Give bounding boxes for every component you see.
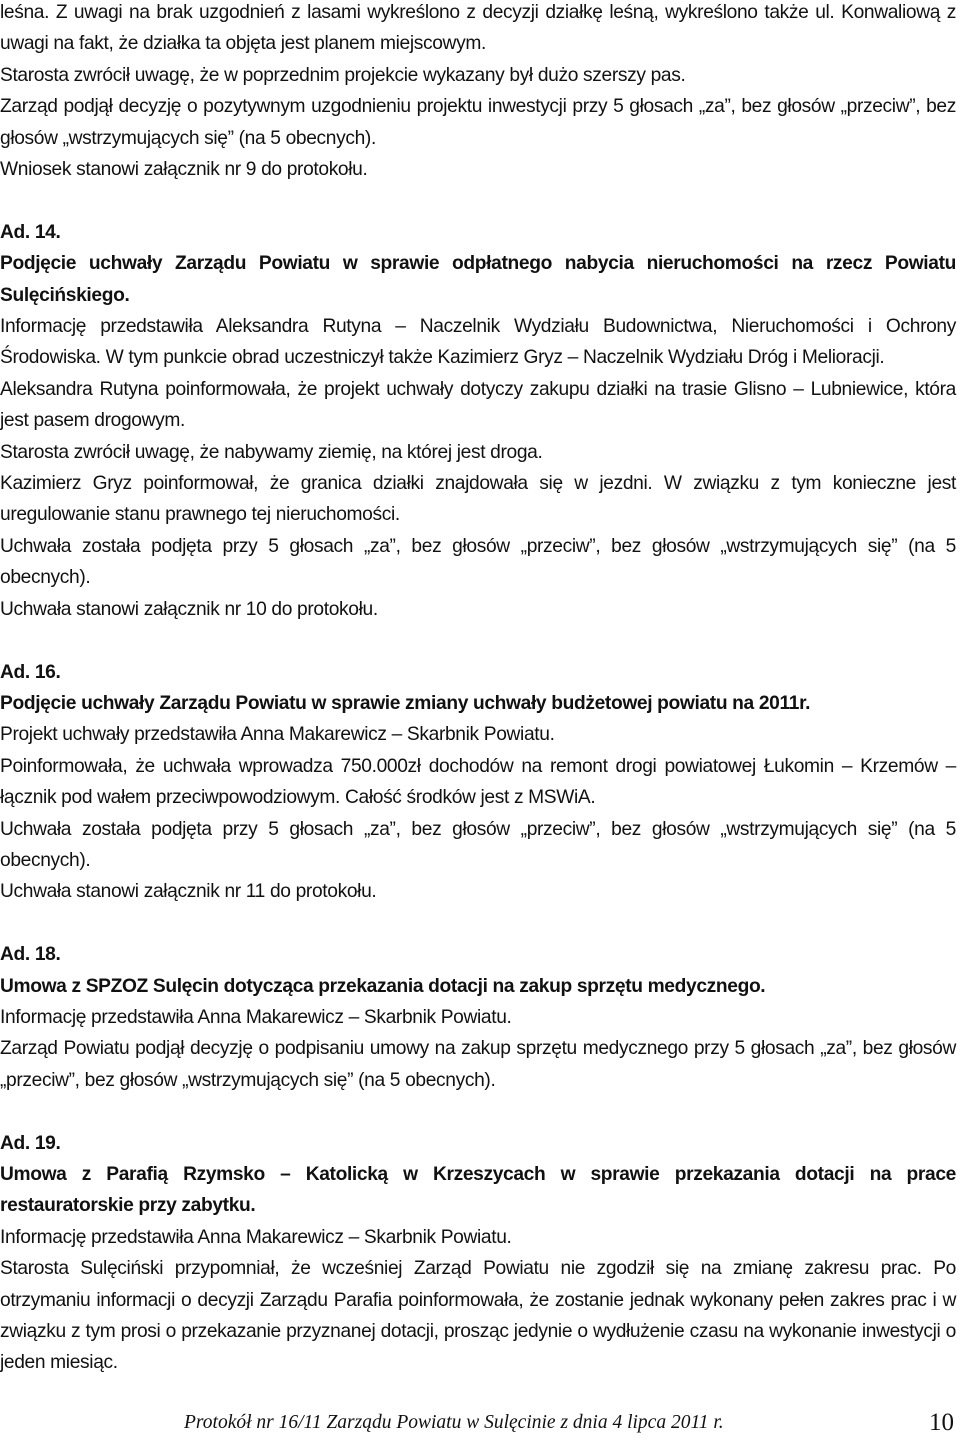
agenda-item-title: Podjęcie uchwały Zarządu Powiatu w sprawie odpłatnego nabycia nieruchomości na rzecz Powiatu Sulęcińskiego. — [0, 253, 956, 306]
agenda-item-title: Podjęcie uchwały Zarządu Powiatu w sprawie zmiany uchwały budżetowej powiatu na 2011r. — [0, 692, 811, 714]
agenda-item-title: Umowa z Parafią Rzymsko – Katolicką w Krzeszycach w sprawie przekazania dotacji na prace restauratorskie przy zabytku. — [0, 1163, 956, 1217]
agenda-item-heading: Ad. 18. — [0, 944, 61, 966]
page-number: 10 — [929, 1409, 954, 1436]
agenda-item-heading: Ad. 14. — [0, 221, 61, 243]
paragraph-information: Kazimierz Gryz poinformował, że granica działki znajdowała się w jezdni. W związku z tym konieczne jest uregulowanie stanu prawnego tej nieruchomości. — [0, 473, 956, 526]
agenda-item-title: Umowa z SPZOZ Sulęcin dotycząca przekazania dotacji na zakup sprzętu medycznego. — [0, 975, 766, 997]
spacer — [0, 625, 956, 656]
spacer — [0, 908, 956, 939]
agenda-item-heading: Ad. 16. — [0, 661, 61, 683]
paragraph-information: Aleksandra Rutyna poinformowała, że projekt uchwały dotyczy zakupu działki na trasie Glisno – Lubniewice, która jest pasem drogowym. — [0, 378, 956, 432]
paragraph-presenter: Projekt uchwały przedstawiła Anna Makarewicz – Skarbnik Powiatu. — [0, 724, 555, 746]
spacer — [0, 1096, 956, 1127]
paragraph-presenter: Informację przedstawiła Aleksandra Rutyna – Naczelnik Wydziału Budownictwa, Nieruchomości i Ochrony Środowiska. W tym punkcie obrad uczestniczył także Kazimierz Gryz – Naczelnik Wydziału Dróg i Melioracji. — [0, 316, 956, 369]
paragraph-vote-result: Uchwała została podjęta przy 5 głosach „za”, bez głosów „przeciw”, bez głosów „wstrzymujących się” (na 5 obecnych). — [0, 818, 956, 871]
paragraph-attachment-note: Wniosek stanowi załącznik nr 9 do protokołu. — [0, 159, 368, 181]
agenda-item-heading: Ad. 19. — [0, 1132, 61, 1154]
footer-protocol-title: Protokół nr 16/11 Zarządu Powiatu w Sulęcinie z dnia 4 lipca 2011 r. — [184, 1412, 724, 1433]
page-footer — [0, 1410, 960, 1440]
paragraph-vote-result: Uchwała została podjęta przy 5 głosach „za”, bez głosów „przeciw”, bez głosów „wstrzymujących się” (na 5 obecnych). — [0, 535, 956, 589]
paragraph-attachment-note: Uchwała stanowi załącznik nr 10 do protokołu. — [0, 598, 378, 620]
paragraph-decision: Zarząd Powiatu podjął decyzję o podpisaniu umowy na zakup sprzętu medycznego przy 5 głosach „za”, bez głosów „przeciw”, bez głosów „wstrzymujących się” (na 5 obecnych). — [0, 1038, 956, 1091]
paragraph-information: Starosta Sulęciński przypomniał, że wcześniej Zarząd Powiatu nie zgodził się na zmianę zakresu prac. Po otrzymaniu informacji o decyzji Zarządu Parafia poinformowała, że zostanie jednak wykonany pełen zakres prac i w związku z tym prosi o przekazanie przyznanej dotacji, prosząc jedynie o wydłużenie czasu na wykonanie inwestycji o jeden miesiąc. — [0, 1258, 956, 1374]
paragraph-presenter: Informację przedstawiła Anna Makarewicz – Skarbnik Powiatu. — [0, 1226, 512, 1248]
paragraph-starosta-remark: Starosta zwrócił uwagę, że nabywamy ziemię, na której jest droga. — [0, 441, 543, 463]
spacer — [0, 185, 956, 216]
paragraph-attachment-note: Uchwała stanowi załącznik nr 11 do protokołu. — [0, 881, 377, 903]
paragraph-information: Poinformowała, że uchwała wprowadza 750.000zł dochodów na remont drogi powiatowej Łukomin – Krzemów – łącznik pod wałem przeciwpowodziowym. Całość środków jest z MSWiA. — [0, 755, 956, 809]
paragraph-presenter: Informację przedstawiła Anna Makarewicz – Skarbnik Powiatu. — [0, 1006, 512, 1028]
paragraph-starosta-remark: Starosta zwrócił uwagę, że w poprzednim projekcie wykazany był dużo szerszy pas. — [0, 64, 686, 86]
paragraph-decision: Zarząd podjął decyzję o pozytywnym uzgodnieniu projektu inwestycji przy 5 głosach „za”, bez głosów „przeciw”, bez głosów „wstrzymujących się” (na 5 obecnych). — [0, 96, 956, 149]
paragraph-intro-continuation: leśna. Z uwagi na brak uzgodnień z lasami wykreślono z decyzji działkę leśną, wykreślono także ul. Konwaliową z uwagi na fakt, że działka ta objęta jest planem miejscowym. — [0, 2, 956, 55]
